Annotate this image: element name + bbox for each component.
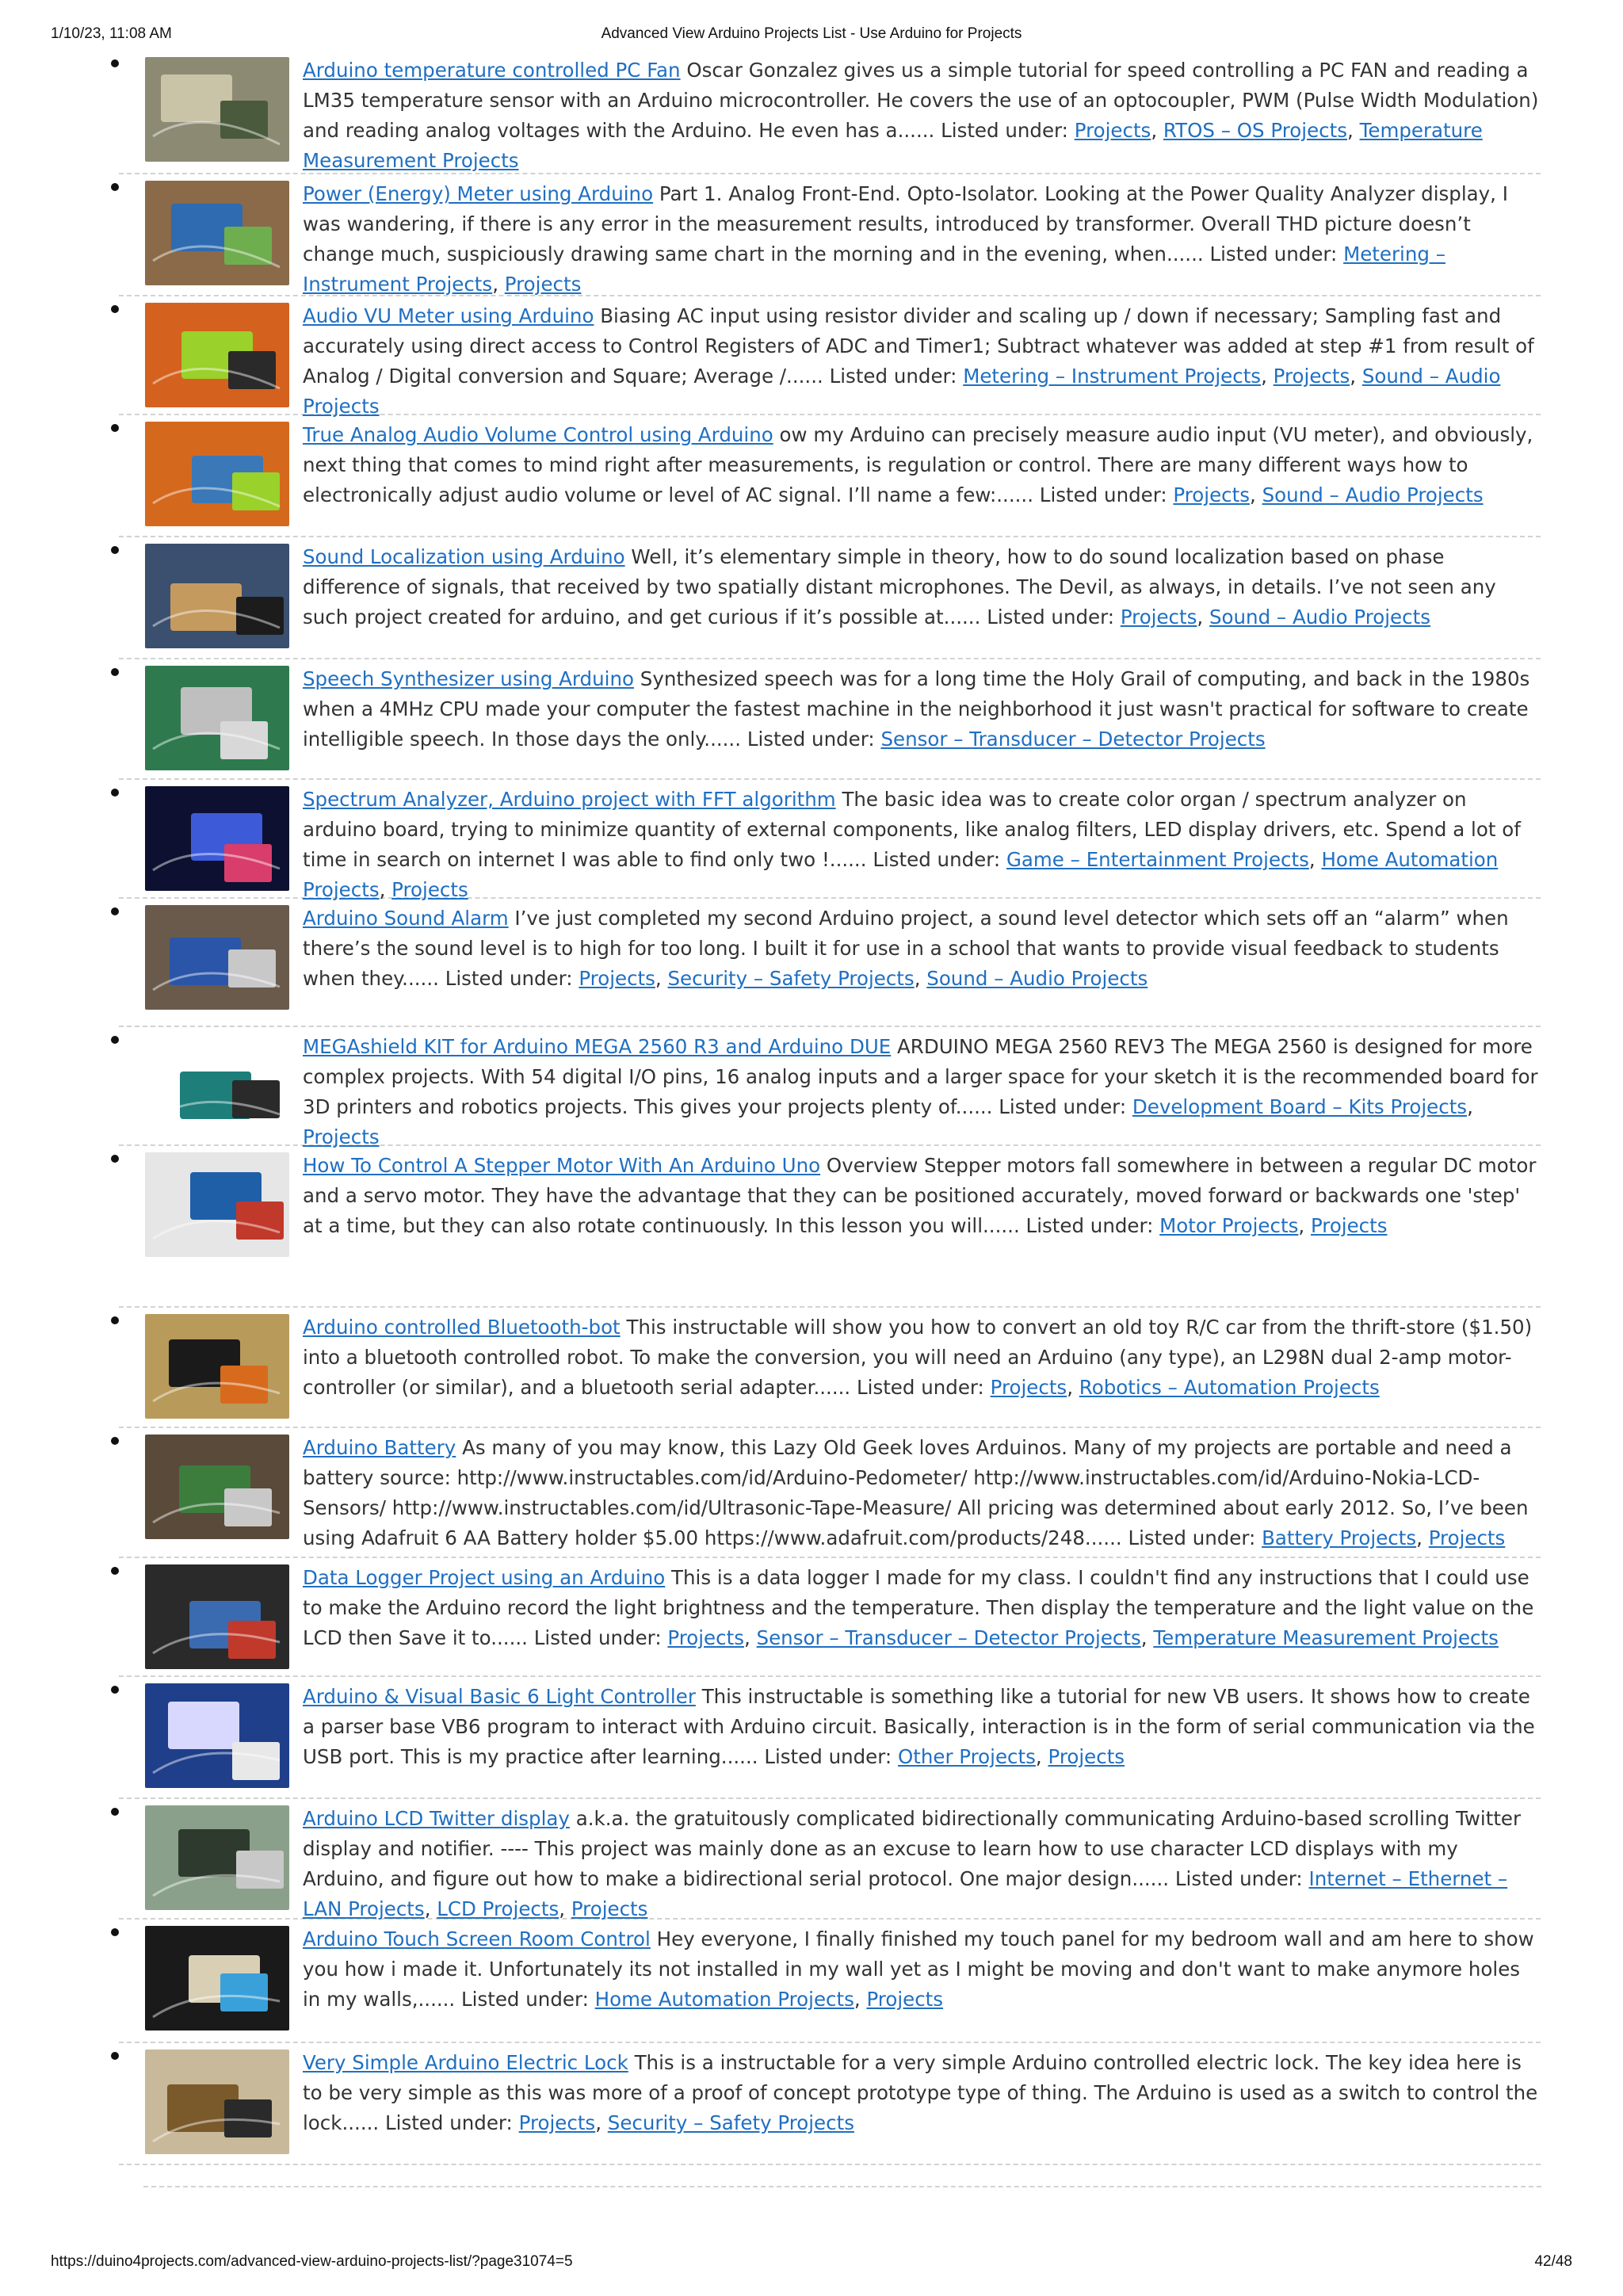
category-link[interactable]: Internet – Ethernet – LAN Projects: [303, 1867, 1508, 1920]
project-item: [119, 174, 1541, 296]
list-end-divider: [143, 2186, 1541, 2187]
project-title-link[interactable]: Arduino Sound Alarm: [303, 907, 509, 930]
project-item: [119, 1920, 1541, 2043]
list-bullet: [111, 789, 119, 797]
project-summary: Sound Localization using Arduino Well, it’s elementary simple in theory, how to do sound localization based on phase difference of signals, that received by two spatially distant microphones. The Devil, as always, in details. I’ve not seen any such project created for arduino, and get curious if it’s possible at...... Listed under: Projects, Sound – Audio Projects: [303, 545, 1496, 628]
category-link[interactable]: Projects: [518, 2111, 596, 2134]
category-link[interactable]: Projects: [990, 1376, 1067, 1399]
project-title-link[interactable]: Sound Localization using Arduino: [303, 545, 625, 568]
project-title-link[interactable]: Arduino Touch Screen Room Control: [303, 1927, 651, 1950]
project-excerpt: As many of you may know, this Lazy Old Geek loves Arduinos. Many of my projects are portable and need a battery source: http://www.instructables.com/id/Arduino-Pedometer/ http://www.instructables.com/id/Arduino-Nokia-LCD-Sensors/ http://www.instructables.com/id/Ultrasonic-Tape-Measure/ All pricing was determined about early 2012. So, I’ve been using Adafruit 6 AA Battery holder $5.00 https://www.adafruit.com/products/248......: [303, 1436, 1529, 1549]
project-summary: Arduino Sound Alarm I’ve just completed my second Arduino project, a sound level detector which sets off an “alarm” when there’s the sound level is to high for too long. I built it for use in a school that wants to provide visual feedback to students when they...... Listed under: Projects, Security – Safety Projects, Sound – Audio Projects: [303, 907, 1509, 990]
project-summary: Arduino & Visual Basic 6 Light Controller This instructable is something like a tutorial for new VB users. It shows how to create a parser base VB6 program to interact with Arduino circuit. Basically, interaction is in the form of serial communication via the USB port. This is my practice after learning...... Listed under: Other Projects, Projects: [303, 1685, 1535, 1768]
list-bullet: [111, 424, 119, 432]
listed-under-label: Listed under:: [1174, 1867, 1303, 1890]
project-thumbnail[interactable]: [145, 786, 289, 891]
project-excerpt: This is a instructable for a very simple Arduino controlled electric lock. The key idea here is to be very simple as this was more of a proof of concept prototype type of thing. The Arduino is used as a switch to control the lock......: [303, 2051, 1538, 2134]
category-link[interactable]: Projects: [1428, 1526, 1506, 1549]
category-link[interactable]: RTOS – OS Projects: [1163, 119, 1347, 142]
project-item: [119, 51, 1541, 174]
project-thumbnail[interactable]: [145, 422, 289, 526]
print-page-number: 42/48: [1534, 2253, 1572, 2270]
project-excerpt: ow my Arduino can precisely measure audio input (VU meter), and obviously, next thing that comes to mind right after measurements, is regulation or control. There are many different ways how to electronically adjust audio volume or level of AC signal. I’ll name a few:......: [303, 423, 1533, 506]
project-summary: Arduino temperature controlled PC Fan Oscar Gonzalez gives us a simple tutorial for speed controlling a PC FAN and reading a LM35 temperature sensor with an Arduino microcontroller. He covers the use of an optocoupler, PWM (Pulse Width Modulation) and reading analog voltages with the Arduino. He even has a...... Listed under: Projects, RTOS – OS Projects, Temperature Measurement Projects: [303, 59, 1539, 172]
project-title-link[interactable]: MEGAshield KIT for Arduino MEGA 2560 R3 and Arduino DUE: [303, 1035, 892, 1058]
project-title-link[interactable]: Spectrum Analyzer, Arduino project with FFT algorithm: [303, 788, 836, 811]
list-bullet: [111, 546, 119, 554]
listed-under-label: Listed under:: [384, 2111, 513, 2134]
category-link[interactable]: Robotics – Automation Projects: [1079, 1376, 1380, 1399]
category-link[interactable]: Projects: [391, 878, 468, 901]
project-title-link[interactable]: Arduino & Visual Basic 6 Light Controller: [303, 1685, 696, 1708]
project-thumbnail[interactable]: [145, 1564, 289, 1669]
project-title-link[interactable]: Arduino LCD Twitter display: [303, 1807, 570, 1830]
project-title-link[interactable]: Arduino Battery: [303, 1436, 456, 1459]
category-link[interactable]: Projects: [571, 1897, 648, 1920]
category-link[interactable]: Metering – Instrument Projects: [963, 365, 1262, 388]
project-title-link[interactable]: Speech Synthesizer using Arduino: [303, 667, 634, 690]
project-summary: Spectrum Analyzer, Arduino project with FFT algorithm The basic idea was to create color organ / spectrum analyzer on arduino board, trying to minimize quantity of external components, like analog filters, LED display drivers, etc. Spend a lot of time in search on internet I was able to find only two !...... Listed under: Game – Entertainment Projects, Home Automation Projects, Projects: [303, 788, 1521, 901]
project-excerpt: a.k.a. the gratuitously complicated bidirectionally communicating Arduino-based scrolling Twitter display and notifier. ---- This project was mainly done as an excuse to learn how to use character LCD displays with my Arduino, and figure out how to make a bidirectional serial protocol. One major design......: [303, 1807, 1522, 1890]
print-url: https://duino4projects.com/advanced-view-arduino-projects-list/?page31074=5: [51, 2253, 573, 2270]
project-excerpt: This is a data logger I made for my class. I couldn't find any instructions that I could use to make the Arduino record the light brightness and the temperature. Then display the temperature and the light value on the LCD then Save it to......: [303, 1566, 1534, 1649]
category-link[interactable]: Temperature Measurement Projects: [1153, 1626, 1499, 1649]
project-excerpt: Synthesized speech was for a long time the Holy Grail of computing, and back in the 1980s when a 4MHz CPU made your computer the fastest machine in the neighborhood it just wasn't practical for software to create intelligible speech. In those days the only......: [303, 667, 1530, 751]
project-summary: Arduino controlled Bluetooth-bot This instructable will show you how to convert an old toy R/C car from the thrift-store ($1.50) into a bluetooth controlled robot. To make the conversion, you will need an Arduino (any type), an L298N dual 2-amp motor-controller (or similar), and a bluetooth serial adapter...... Listed under: Projects, Robotics – Automation Projects: [303, 1316, 1533, 1399]
project-item: [119, 415, 1541, 537]
category-link[interactable]: Home Automation Projects: [303, 848, 1499, 901]
project-item: [119, 899, 1541, 1027]
project-item: [119, 1677, 1541, 1799]
listed-under-label: Listed under:: [1039, 483, 1167, 506]
project-title-link[interactable]: Power (Energy) Meter using Arduino: [303, 182, 654, 205]
category-link[interactable]: Other Projects: [897, 1745, 1036, 1768]
print-header: [51, 25, 1572, 49]
list-bullet: [111, 305, 119, 313]
category-link[interactable]: Projects: [1074, 119, 1151, 142]
category-link[interactable]: Sensor – Transducer – Detector Projects: [880, 728, 1266, 751]
project-thumbnail[interactable]: [145, 2050, 289, 2154]
listed-under-label: Listed under:: [999, 1095, 1127, 1118]
project-title-link[interactable]: Arduino temperature controlled PC Fan: [303, 59, 681, 82]
category-link[interactable]: Projects: [579, 967, 655, 990]
project-summary: True Analog Audio Volume Control using Arduino ow my Arduino can precisely measure audio input (VU meter), and obviously, next thing that comes to mind right after measurements, is regulation or control. There are many different ways how to electronically adjust audio volume or level of AC signal. I’ll name a few:...... Listed under: Projects, Sound – Audio Projects: [303, 423, 1533, 506]
project-title-link[interactable]: Arduino controlled Bluetooth-bot: [303, 1316, 621, 1339]
project-summary: Data Logger Project using an Arduino This is a data logger I made for my class. I couldn't find any instructions that I could use to make the Arduino record the light brightness and the temperature. Then display the temperature and the light value on the LCD then Save it to...... Listed under: Projects, Sensor – Transducer – Detector Projects, Temperature Measurement Projects: [303, 1566, 1534, 1649]
project-item: [119, 1146, 1541, 1308]
list-bullet: [111, 668, 119, 676]
list-bullet: [111, 2052, 119, 2060]
project-thumbnail[interactable]: [145, 1435, 289, 1539]
project-excerpt: The basic idea was to create color organ / spectrum analyzer on arduino board, trying to minimize quantity of external components, like analog filters, LED display drivers, etc. Spend a lot of time in search on internet I was able to find only two !......: [303, 788, 1521, 871]
project-excerpt: ARDUINO MEGA 2560 REV3 The MEGA 2560 is designed for more complex projects. With 54 digital I/O pins, 16 analog inputs and a larger space for your sketch it is the recommended board for 3D printers and robotics projects. This gives your projects plenty of......: [303, 1035, 1538, 1118]
project-title-link[interactable]: Very Simple Arduino Electric Lock: [303, 2051, 628, 2074]
project-thumbnail[interactable]: [145, 544, 289, 648]
project-thumbnail[interactable]: [145, 1314, 289, 1419]
category-link[interactable]: Metering – Instrument Projects: [303, 243, 1445, 296]
project-title-link[interactable]: Data Logger Project using an Arduino: [303, 1566, 666, 1589]
project-excerpt: Well, it’s elementary simple in theory, how to do sound localization based on phase difference of signals, that received by two spatially distant microphones. The Devil, as always, in details. I’ve not seen any such project created for arduino, and get curious if it’s possible at......: [303, 545, 1496, 628]
project-summary: Arduino LCD Twitter display a.k.a. the gratuitously complicated bidirectionally communicating Arduino-based scrolling Twitter display and notifier. ---- This project was mainly done as an excuse to learn how to use character LCD displays with my Arduino, and figure out how to make a bidirectional serial protocol. One major design...... Listed under: Internet – Ethernet – LAN Projects, LCD Projects, Projects: [303, 1807, 1522, 1920]
listed-under-label: Listed under:: [987, 606, 1115, 628]
project-item: [119, 2043, 1541, 2165]
listed-under-label: Listed under:: [445, 967, 573, 990]
category-link[interactable]: Projects: [1273, 365, 1350, 388]
listed-under-label: Listed under:: [1209, 243, 1338, 266]
project-summary: Arduino Battery As many of you may know, this Lazy Old Geek loves Arduinos. Many of my projects are portable and need a battery source: http://www.instructables.com/id/Arduino-Pedometer/ http://www.instructables.com/id/Arduino-Nokia-LCD-Sensors/ http://www.instructables.com/id/Ultrasonic-Tape-Measure/ All pricing was determined about early 2012. So, I’ve been using Adafruit 6 AA Battery holder $5.00 https://www.adafruit.com/products/248...... Listed under: Battery Projects, Projects: [303, 1436, 1529, 1549]
project-summary: MEGAshield KIT for Arduino MEGA 2560 R3 and Arduino DUE ARDUINO MEGA 2560 REV3 The MEGA 2560 is designed for more complex projects. With 54 digital I/O pins, 16 analog inputs and a larger space for your sketch it is the recommended board for 3D printers and robotics projects. This gives your projects plenty of...... Listed under: Development Board – Kits Projects, Projects: [303, 1035, 1538, 1148]
project-thumbnail[interactable]: [145, 303, 289, 407]
project-item: [119, 1428, 1541, 1558]
project-thumbnail[interactable]: [145, 1152, 289, 1257]
project-item: [119, 659, 1541, 780]
listed-under-label: Listed under:: [829, 365, 957, 388]
project-excerpt: Hey everyone, I finally finished my touch panel for my bedroom wall and am here to show you how i made it. Unfortunately its not installed in my wall yet as I might be moving and don't want to make anymore holes in my walls,......: [303, 1927, 1534, 2011]
project-excerpt: Overview Stepper motors fall somewhere in between a regular DC motor and a servo motor. They have the advantage that they can be positioned accurately, moved forward or backwards one 'step' at a time, but they can also rotate continuously. In this lesson you will......: [303, 1154, 1537, 1237]
category-link[interactable]: Sound – Audio Projects: [1262, 483, 1484, 506]
list-bullet: [111, 1808, 119, 1816]
category-link[interactable]: Sensor – Transducer – Detector Projects: [756, 1626, 1141, 1649]
listed-under-label: Listed under:: [941, 119, 1068, 142]
category-link[interactable]: Development Board – Kits Projects: [1132, 1095, 1468, 1118]
project-title-link[interactable]: How To Control A Stepper Motor With An Arduino Uno: [303, 1154, 821, 1177]
category-link[interactable]: LCD Projects: [437, 1897, 559, 1920]
list-bullet: [111, 1155, 119, 1163]
category-link[interactable]: Projects: [504, 273, 582, 296]
category-link[interactable]: Projects: [866, 1988, 944, 2011]
project-title-link[interactable]: Audio VU Meter using Arduino: [303, 304, 594, 327]
project-summary: [303, 664, 1541, 755]
category-link[interactable]: Security – Safety Projects: [607, 2111, 854, 2134]
project-thumbnail[interactable]: [145, 666, 289, 770]
project-summary: Power (Energy) Meter using Arduino Part 1. Analog Front-End. Opto-Isolator. Looking at the Power Quality Analyzer display, I was wandering, if there is any error in the measurement results, introduced by transformer. Overall THD picture doesn’t change much, suspiciously drawing same chart in the morning and in the evening, when...... Listed under: Metering – Instrument Projects, Projects: [303, 182, 1508, 296]
print-footer: [51, 2253, 1572, 2277]
listed-under-label: Listed under:: [461, 1988, 589, 2011]
project-excerpt: Biasing AC input using resistor divider and scaling up / down if necessary; Sampling fast and accurately using direct access to Control Registers of ADC and Timer1; Subtract whatever was added at step #1 from result of Analog / Digital conversion and Square; Average /......: [303, 304, 1534, 388]
category-link[interactable]: Sound – Audio Projects: [926, 967, 1148, 990]
listed-under-label: Listed under:: [1128, 1526, 1256, 1549]
listed-under-label: Listed under:: [533, 1626, 662, 1649]
listed-under-label: Listed under:: [1025, 1214, 1154, 1237]
list-bullet: [111, 1316, 119, 1324]
project-item: [119, 780, 1541, 899]
category-link[interactable]: Projects: [1048, 1745, 1125, 1768]
project-thumbnail[interactable]: [145, 1926, 289, 2030]
project-excerpt: I’ve just completed my second Arduino project, a sound level detector which sets off an “alarm” when there’s the sound level is to high for too long. I built it for use in a school that wants to provide visual feedback to students when they......: [303, 907, 1509, 990]
project-item: [119, 537, 1541, 659]
category-link[interactable]: Temperature Measurement Projects: [303, 119, 1483, 172]
category-link[interactable]: Home Automation Projects: [594, 1988, 854, 2011]
project-item: [119, 1799, 1541, 1920]
project-thumbnail[interactable]: [145, 1683, 289, 1788]
category-link[interactable]: Motor Projects: [1159, 1214, 1299, 1237]
print-date: 1/10/23, 11:08 AM: [51, 25, 172, 42]
list-bullet: [111, 907, 119, 915]
project-excerpt: This instructable is something like a tutorial for new VB users. It shows how to create a parser base VB6 program to interact with Arduino circuit. Basically, interaction is in the form of serial communication via the USB port. This is my practice after learning......: [303, 1685, 1535, 1768]
category-link[interactable]: Battery Projects: [1262, 1526, 1417, 1549]
list-bullet: [111, 183, 119, 191]
list-bullet: [111, 1686, 119, 1694]
category-link[interactable]: Game – Entertainment Projects: [1006, 848, 1309, 871]
project-thumbnail[interactable]: [145, 1033, 289, 1138]
category-link[interactable]: Projects: [1310, 1214, 1388, 1237]
list-bullet: [111, 1036, 119, 1044]
project-thumbnail[interactable]: [145, 57, 289, 162]
project-excerpt: This instructable will show you how to convert an old toy R/C car from the thrift-store ($1.50) into a bluetooth controlled robot. To make the conversion, you will need an Arduino (any type), an L298N dual 2-amp motor-controller (or similar), and a bluetooth serial adapter......: [303, 1316, 1533, 1399]
category-link[interactable]: Projects: [667, 1626, 744, 1649]
category-link[interactable]: Projects: [1120, 606, 1197, 628]
project-summary: Very Simple Arduino Electric Lock This is a instructable for a very simple Arduino controlled electric lock. The key idea here is to be very simple as this was more of a proof of concept prototype type of thing. The Arduino is used as a switch to control the lock...... Listed under: Projects, Security – Safety Projects: [303, 2051, 1538, 2134]
print-page-title: Advanced View Arduino Projects List - Use Arduino for Projects: [601, 25, 1022, 42]
project-item: [119, 1308, 1541, 1428]
listed-under-label: Listed under:: [747, 728, 875, 751]
project-thumbnail[interactable]: [145, 1805, 289, 1910]
project-thumbnail[interactable]: [145, 905, 289, 1010]
project-excerpt: Part 1. Analog Front-End. Opto-Isolator. Looking at the Power Quality Analyzer display, I was wandering, if there is any error in the measurement results, introduced by transformer. Overall THD picture doesn’t change much, suspiciously drawing same chart in the morning and in the evening, when......: [303, 182, 1508, 266]
project-thumbnail[interactable]: [145, 181, 289, 285]
listed-under-label: Listed under:: [764, 1745, 892, 1768]
project-item: [119, 296, 1541, 418]
project-item: [119, 1027, 1541, 1146]
category-link[interactable]: Security – Safety Projects: [667, 967, 915, 990]
project-summary: How To Control A Stepper Motor With An Arduino Uno Overview Stepper motors fall somewhere in between a regular DC motor and a servo motor. They have the advantage that they can be positioned accurately, moved forward or backwards one 'step' at a time, but they can also rotate continuously. In this lesson you will...... Listed under: Motor Projects, Projects: [303, 1154, 1537, 1237]
listed-under-label: Listed under:: [873, 848, 1001, 871]
project-list: [119, 51, 1541, 2165]
project-item: [119, 1558, 1541, 1677]
category-link[interactable]: Projects: [303, 1125, 380, 1148]
list-bullet: [111, 1928, 119, 1936]
listed-under-label: Listed under:: [856, 1376, 984, 1399]
category-link[interactable]: Projects: [1173, 483, 1251, 506]
category-link[interactable]: Sound – Audio Projects: [303, 365, 1501, 418]
project-summary: Arduino Touch Screen Room Control Hey everyone, I finally finished my touch panel for my bedroom wall and am here to show you how i made it. Unfortunately its not installed in my wall yet as I might be moving and don't want to make anymore holes in my walls,...... Listed under: Home Automation Projects, Projects: [303, 1927, 1534, 2011]
list-bullet: [111, 1437, 119, 1445]
list-bullet: [111, 59, 119, 67]
project-title-link[interactable]: True Analog Audio Volume Control using Arduino: [303, 423, 773, 446]
category-link[interactable]: Sound – Audio Projects: [1209, 606, 1430, 628]
list-bullet: [111, 1567, 119, 1575]
project-excerpt: Oscar Gonzalez gives us a simple tutorial for speed controlling a PC FAN and reading a LM35 temperature sensor with an Arduino microcontroller. He covers the use of an optocoupler, PWM (Pulse Width Modulation) and reading analog voltages with the Arduino. He even has a......: [303, 59, 1539, 142]
project-summary: Audio VU Meter using Arduino Biasing AC input using resistor divider and scaling up / down if necessary; Sampling fast and accurately using direct access to Control Registers of ADC and Timer1; Subtract whatever was added at step #1 from result of Analog / Digital conversion and Square; Average /...... Listed under: Metering – Instrument Projects, Projects, Sound – Audio Projects: [303, 304, 1534, 418]
